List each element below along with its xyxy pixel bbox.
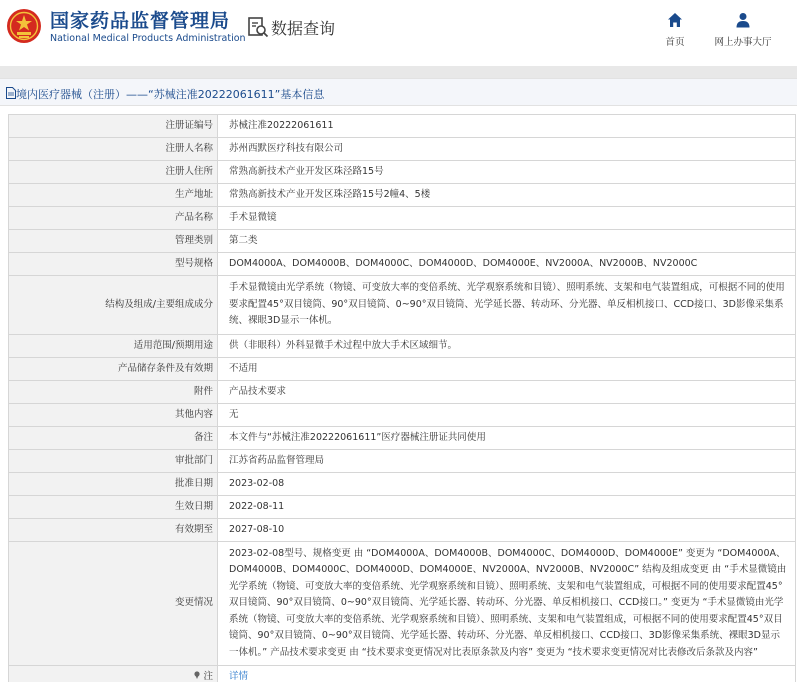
- note-label-cell: [9, 666, 218, 682]
- field-value: 手术显微镜由光学系统（物镜、可变放大率的变倍系统、光学观察系统和目镜）、照明系统、支架和电气装置组成，可根据不同的使用要求配置45°双目镜筒、90°双目镜筒、0~90°双目镜筒、光学延长器、转动环、分光器、单反相机接口、CCD接口、3D影像采集系统、裸眼3D显示一体机。: [218, 276, 796, 335]
- field-label: 有效期至: [9, 518, 218, 541]
- document-icon: [6, 87, 16, 99]
- details-link[interactable]: 详情: [229, 671, 249, 682]
- field-label: 产品名称: [9, 207, 218, 230]
- table-row: [9, 380, 796, 403]
- field-value: 常熟高新技术产业开发区珠泾路15号: [218, 161, 796, 184]
- field-label: 注: [203, 671, 213, 682]
- field-label: 批准日期: [9, 472, 218, 495]
- field-label: 结构及组成/主要组成成分: [9, 276, 218, 335]
- field-value: 产品技术要求: [218, 380, 796, 403]
- field-value: 不适用: [218, 357, 796, 380]
- field-value: 苏械注准20222061611: [218, 115, 796, 138]
- field-value: 2027-08-10: [218, 518, 796, 541]
- field-label: 注册证编号: [9, 115, 218, 138]
- data-query-icon: [247, 16, 269, 38]
- table-row: [9, 495, 796, 518]
- table-row: [9, 138, 796, 161]
- table-row: [9, 403, 796, 426]
- field-label: 适用范围/预期用途: [9, 334, 218, 357]
- field-label: 注册人住所: [9, 161, 218, 184]
- table-row: [9, 541, 796, 666]
- nav-online-hall-link[interactable]: [709, 12, 777, 48]
- pin-icon: [193, 671, 201, 679]
- field-label: 附件: [9, 380, 218, 403]
- field-value: 常熟高新技术产业开发区珠泾路15号2幢4、5楼: [218, 184, 796, 207]
- field-label: 备注: [9, 426, 218, 449]
- nav-home-link[interactable]: [660, 12, 690, 48]
- field-label: 审批部门: [9, 449, 218, 472]
- table-row: [9, 357, 796, 380]
- nav-home-label: 首页: [665, 37, 685, 48]
- site-header: [0, 0, 797, 66]
- field-value: DOM4000A、DOM4000B、DOM4000C、DOM4000D、DOM4000E、NV2000A、NV2000B、NV2000C: [218, 253, 796, 276]
- table-row: [9, 518, 796, 541]
- table-row: [9, 115, 796, 138]
- table-row: [9, 184, 796, 207]
- table-row: [9, 472, 796, 495]
- field-value: 第二类: [218, 230, 796, 253]
- table-row: [9, 449, 796, 472]
- table-row: [9, 207, 796, 230]
- field-label: 型号规格: [9, 253, 218, 276]
- site-subtitle: National Medical Products Administration: [50, 33, 246, 44]
- field-label: 生产地址: [9, 184, 218, 207]
- table-row: [9, 230, 796, 253]
- field-label: 产品储存条件及有效期: [9, 357, 218, 380]
- field-value: 供（非眼科）外科显微手术过程中放大手术区域细节。: [218, 334, 796, 357]
- field-value: 手术显微镜: [218, 207, 796, 230]
- field-label: 注册人名称: [9, 138, 218, 161]
- site-title: 国家药品监督管理局: [50, 10, 231, 32]
- field-label: 生效日期: [9, 495, 218, 518]
- page-title: 境内医疗器械（注册）——“苏械注准20222061611”基本信息: [16, 88, 325, 101]
- field-value: 2023-02-08: [218, 472, 796, 495]
- table-row: [9, 161, 796, 184]
- table-row: [9, 253, 796, 276]
- field-value: 江苏省药品监督管理局: [218, 449, 796, 472]
- data-query-title: 数据查询: [271, 19, 336, 38]
- field-value: 2023-02-08型号、规格变更 由 “DOM4000A、DOM4000B、DOM4000C、DOM4000D、DOM4000E” 变更为 “DOM4000A、DOM4000B、DOM4000C、DOM4000D、DOM4000E、NV2000A、NV2000B、NV2000C” 结构及组成变更 由 “手术显微镜由光学系统（物镜、可变放大率的变倍系统、光学观察系统和目镜）、照明系统、支架和电气装置组成，可根据不同的使用要求配置45°双目镜筒、90°双目镜筒、0~90°双目镜筒、光学延长器、转动环、分光器、单反相机接口、CCD接口。” 变更为 “手术显微镜由光学系统（物镜、可变放大率的变倍系统、光学观察系统和目镜）、照明系统、支架和电气装置组成，可根据不同的使用要求配置45°双目镜筒、90°双目镜筒、0~90°双目镜筒、光学延长器、转动环、分光器、单反相机接口、CCD接口、3D影像采集系统、裸眼3D显示一体机。” 产品技术要求变更 由 “技术要求变更情况对比表原条款及内容” 变更为 “技术要求变更情况对比表修改后条款及内容”: [218, 541, 796, 666]
- table-row: [9, 426, 796, 449]
- page-title-bar: [0, 78, 797, 106]
- table-row: [9, 666, 796, 682]
- table-row: [9, 334, 796, 357]
- header-divider: [0, 66, 797, 78]
- field-value: 无: [218, 403, 796, 426]
- user-icon: [735, 12, 751, 28]
- table-row: [9, 276, 796, 335]
- nav-online-hall-label: 网上办事大厅: [714, 37, 772, 48]
- field-value-cell: [218, 666, 796, 682]
- field-label: 管理类别: [9, 230, 218, 253]
- home-icon: [667, 12, 683, 28]
- national-emblem-icon: [6, 8, 42, 44]
- field-value: 本文件与“苏械注准20222061611”医疗器械注册证共同使用: [218, 426, 796, 449]
- field-value: 苏州西默医疗科技有限公司: [218, 138, 796, 161]
- registration-detail-table: [8, 114, 796, 682]
- field-value: 2022-08-11: [218, 495, 796, 518]
- field-label: 其他内容: [9, 403, 218, 426]
- field-label: 变更情况: [9, 541, 218, 666]
